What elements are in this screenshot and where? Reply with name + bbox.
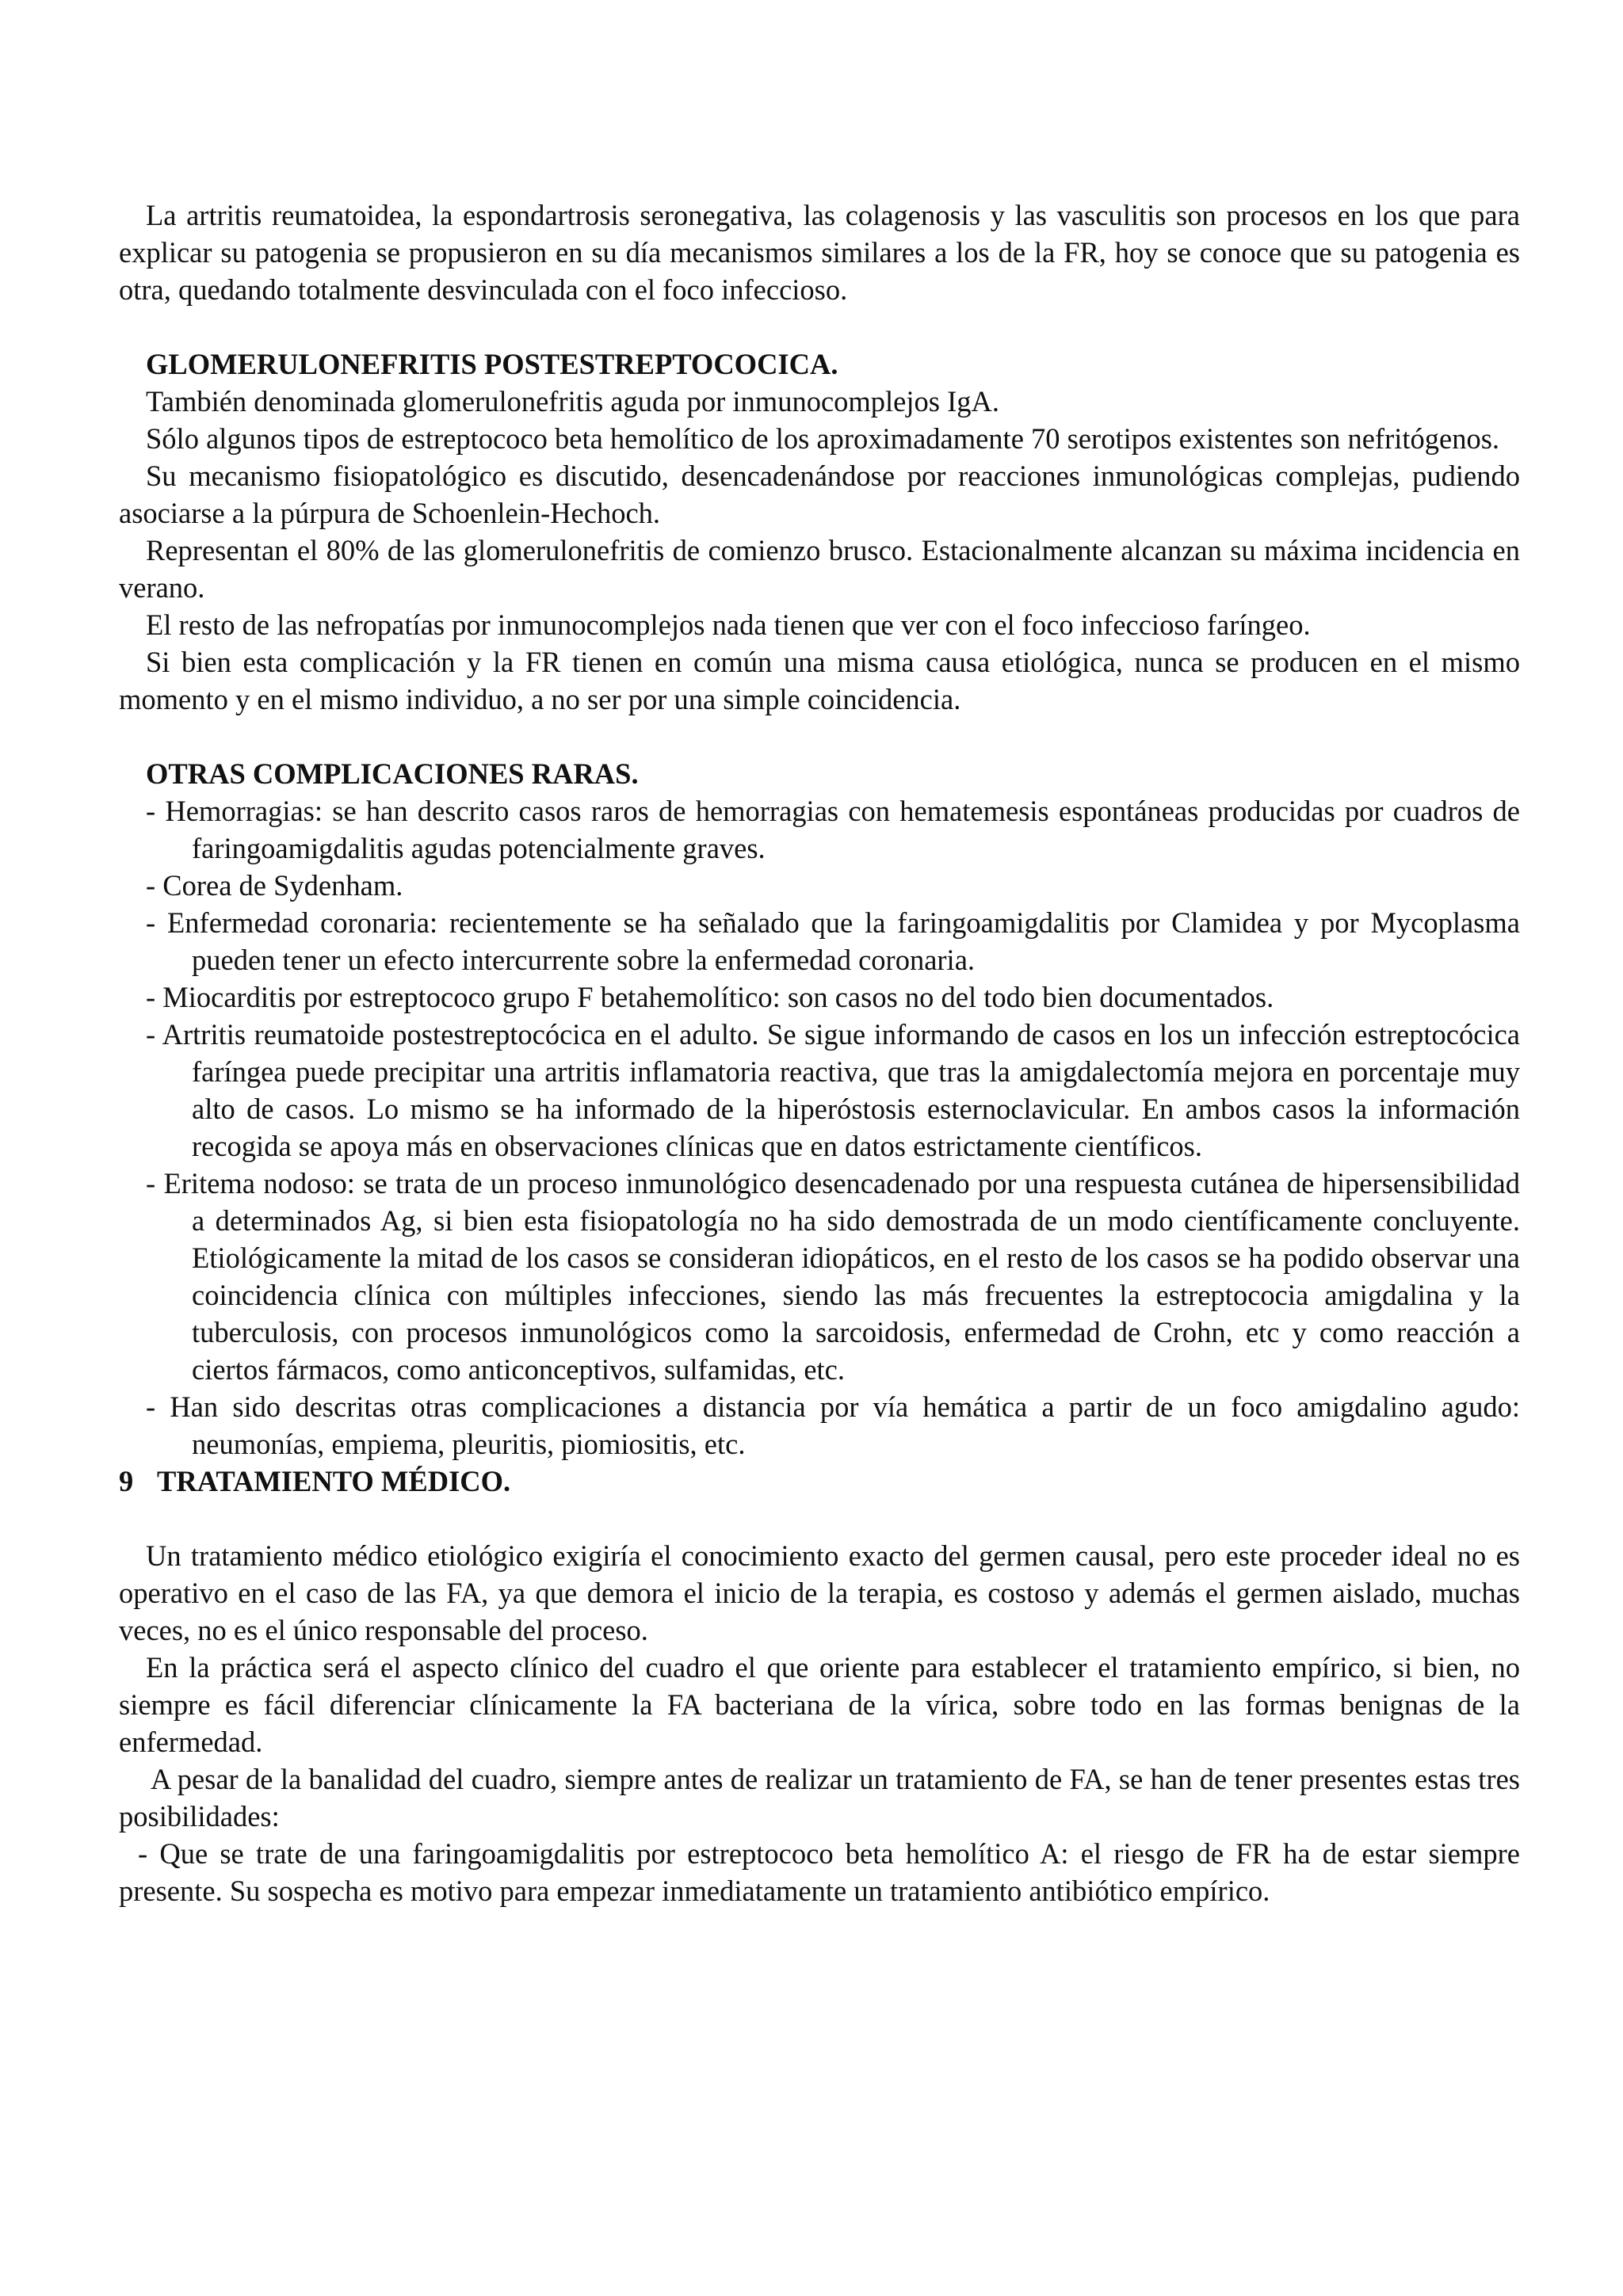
paragraph: A pesar de la banalidad del cuadro, siempre antes de realizar un tratamiento de FA, se han de tener presentes estas tres posibilidades: — [119, 1763, 1520, 1833]
section-heading-text: TRATAMIENTO MÉDICO. — [157, 1465, 511, 1497]
section-heading: OTRAS COMPLICACIONES RARAS. — [146, 757, 639, 790]
list-item: - Artritis reumatoide postestreptocócica en el adulto. Se sigue informando de casos en los un infección estreptocócica faríngea puede precipitar una artritis inflamatoria reactiva, que tras la amigdalectomía mejora en porcentaje muy alto de casos. Lo mismo se ha informado de la hiperóstosis esternoclavicular. En ambos casos la información recogida se apoya más en observaciones clínicas que en datos estrictamente científicos. — [146, 1018, 1520, 1162]
list-item: - Hemorragias: se han descrito casos raros de hemorragias con hematemesis espontáneas producidas por cuadros de faringoamigdalitis agudas potencialmente graves. — [146, 795, 1520, 864]
complications-list — [119, 792, 1520, 1463]
section-tratamiento-medico — [119, 1463, 1520, 1909]
intro-paragraph: La artritis reumatoidea, la espondartrosis seronegativa, las colagenosis y las vasculitis son procesos en los que para explicar su patogenia se propusieron en su día mecanismos similares a los de la FR, hoy se conoce que su patogenia es otra, quedando totalmente desvinculada con el foco infeccioso. — [119, 199, 1520, 306]
section-heading-numbered — [119, 1463, 1520, 1500]
paragraph: Un tratamiento médico etiológico exigiría el conocimiento exacto del germen causal, pero este proceder ideal no es operativo en el caso de las FA, ya que demora el inicio de la terapia, es costoso y además el germen aislado, muchas veces, no es el único responsable del proceso. — [119, 1539, 1520, 1646]
list-item: - Corea de Sydenham. — [146, 869, 403, 902]
section-heading: GLOMERULONEFRITIS POSTESTREPTOCOCICA. — [146, 348, 838, 380]
section-otras-complicaciones — [119, 755, 1520, 1463]
paragraph: En la práctica será el aspecto clínico del cuadro el que oriente para establecer el tratamiento empírico, si bien, no siempre es fácil diferenciar clínicamente la FA bacteriana de la vírica, sobre todo en las formas benignas de la enfermedad. — [119, 1651, 1520, 1758]
list-item: - Miocarditis por estreptococo grupo F betahemolítico: son casos no del todo bien documentados. — [146, 981, 1274, 1013]
list-item: - Enfermedad coronaria: recientemente se ha señalado que la faringoamigdalitis por Clamidea y por Mycoplasma pueden tener un efecto intercurrente sobre la enfermedad coronaria. — [146, 906, 1520, 976]
paragraph: Su mecanismo fisiopatológico es discutido, desencadenándose por reacciones inmunológicas complejas, pudiendo asociarse a la púrpura de Schoenlein-Hechoch. — [119, 460, 1520, 529]
paragraph: - Que se trate de una faringoamigdalitis por estreptococo beta hemolítico A: el riesgo de FR ha de estar siempre presente. Su sospecha es motivo para empezar inmediatamente un tratamiento antibiótico empírico. — [119, 1837, 1520, 1907]
section-gap — [119, 1500, 1520, 1537]
section-gap — [119, 718, 1520, 755]
section-number: 9 — [119, 1465, 134, 1497]
paragraph: Si bien esta complicación y la FR tienen en común una misma causa etiológica, nunca se producen en el mismo momento y en el mismo individuo, a no ser por una simple coincidencia. — [119, 646, 1520, 715]
paragraph: Representan el 80% de las glomerulonefritis de comienzo brusco. Estacionalmente alcanzan su máxima incidencia en verano. — [119, 534, 1520, 604]
paragraph: También denominada glomerulonefritis aguda por inmunocomplejos IgA. — [146, 385, 999, 418]
paragraph: El resto de las nefropatías por inmunocomplejos nada tienen que ver con el foco infeccioso faríngeo. — [146, 608, 1311, 641]
paragraph: Sólo algunos tipos de estreptococo beta hemolítico de los aproximadamente 70 serotipos existentes son nefritógenos. — [146, 422, 1500, 455]
section-gap — [119, 308, 1520, 345]
list-item: - Eritema nodoso: se trata de un proceso inmunológico desencadenado por una respuesta cutánea de hipersensibilidad a determinados Ag, si bien esta fisiopatología no ha sido demostrada de un modo científicamente concluyente. Etiológicamente la mitad de los casos se consideran idiopáticos, en el resto de los casos se ha podido observar una coincidencia clínica con múltiples infecciones, siendo las más frecuentes la estreptococia amigdalina y la tuberculosis, con procesos inmunológicos como la sarcoidosis, enfermedad de Crohn, etc y como reacción a ciertos fármacos, como anticonceptivos, sulfamidas, etc. — [146, 1167, 1520, 1386]
list-item: - Han sido descritas otras complicaciones a distancia por vía hemática a partir de un foco amigdalino agudo: neumonías, empiema, pleuritis, piomiositis, etc. — [146, 1390, 1520, 1460]
section-glomerulonefritis — [119, 345, 1520, 718]
